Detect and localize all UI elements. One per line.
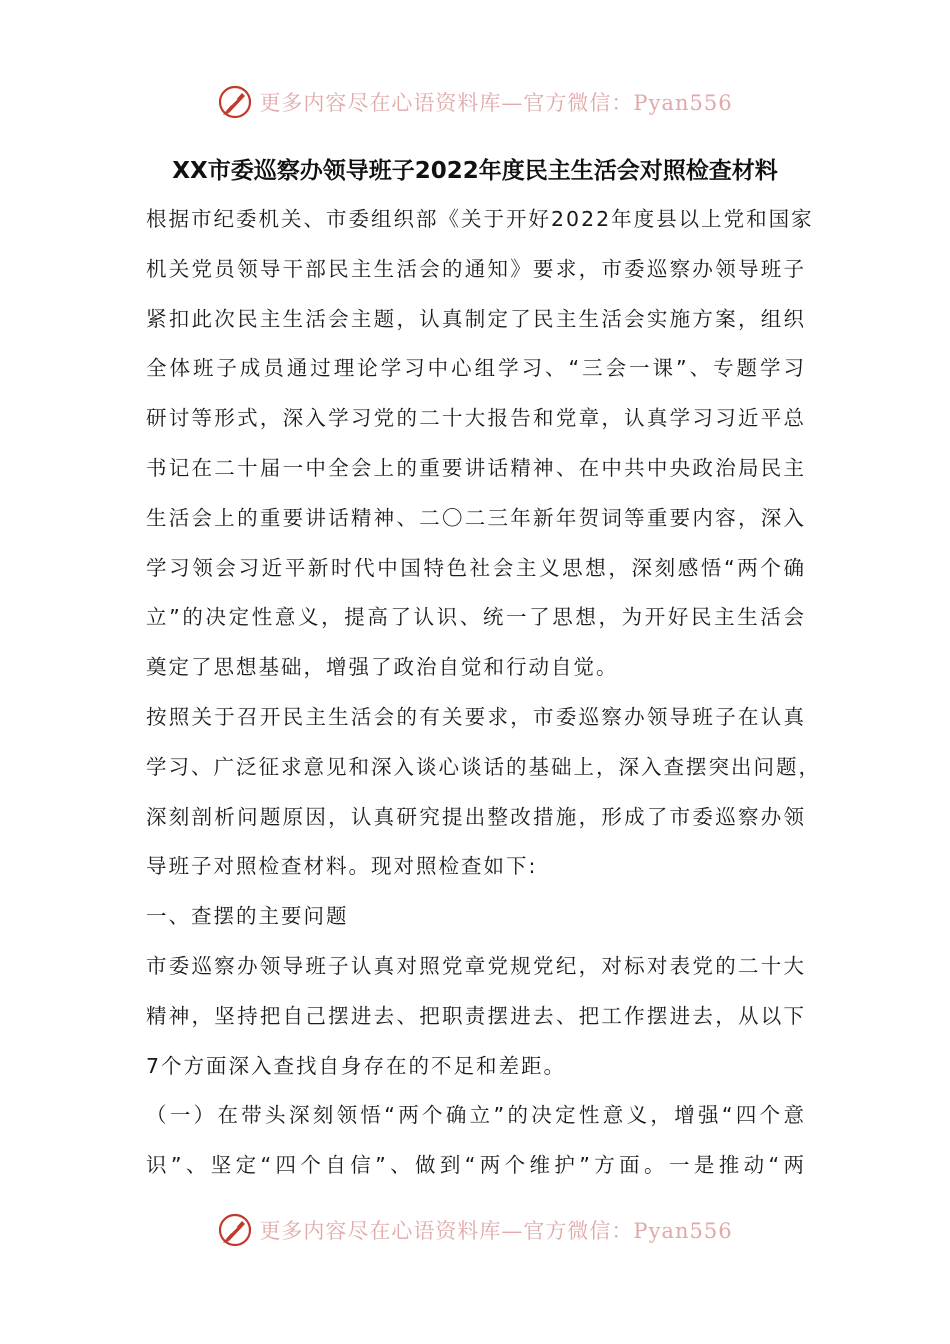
text-line: 深刻剖析问题原因，认真研究提出整改措施，形成了市委巡察办领 bbox=[146, 804, 806, 829]
text-line: 市委巡察办领导班子认真对照党章党规党纪，对标对表党的二十大 bbox=[146, 953, 806, 978]
text-line: 导班子对照检查材料。现对照检查如下: bbox=[146, 854, 538, 879]
header-watermark bbox=[0, 82, 950, 122]
text-line: 7个方面深入查找自身存在的不足和差距。 bbox=[146, 1053, 567, 1078]
text-line: 学习、广泛征求意见和深入谈心谈话的基础上，深入查摆突出问题， bbox=[146, 754, 821, 779]
quill-pen-icon bbox=[217, 1212, 253, 1248]
text-line: 紧扣此次民主生活会主题，认真制定了民主生活会实施方案，组织 bbox=[146, 306, 806, 331]
text-line: 按照关于召开民主生活会的有关要求，市委巡察办领导班子在认真 bbox=[146, 704, 806, 729]
section-heading: 一、查摆的主要问题 bbox=[146, 904, 349, 929]
text-line: 根据市纪委机关、市委组织部《关于开好2022年度县以上党和国家 bbox=[146, 207, 814, 231]
text-line: 识”、坚定“四个自信”、做到“两个维护”方面。一是推动“两 bbox=[146, 1153, 806, 1178]
document-body bbox=[146, 195, 821, 1191]
text-line: （一）在带头深刻领悟“两个确立”的决定性意义，增强“四个意 bbox=[146, 1103, 806, 1128]
text-line: 全体班子成员通过理论学习中心组学习、“三会一课”、专题学习 bbox=[146, 356, 806, 381]
text-line: 研讨等形式，深入学习党的二十大报告和党章，认真学习习近平总 bbox=[146, 406, 806, 431]
text-line: 书记在二十届一中全会上的重要讲话精神、在中共中央政治局民主 bbox=[146, 455, 806, 480]
text-line: 机关党员领导干部民主生活会的通知》要求，市委巡察办领导班子 bbox=[146, 256, 806, 281]
footer-watermark bbox=[0, 1210, 950, 1250]
text-line: 奠定了思想基础，增强了政治自觉和行动自觉。 bbox=[146, 655, 619, 680]
document-title: XX市委巡察办领导班子2022年度民主生活会对照检查材料 bbox=[172, 158, 778, 184]
quill-pen-icon bbox=[217, 84, 253, 120]
text-line: 精神，坚持把自己摆进去、把职责摆进去、把工作摆进去，从以下 bbox=[146, 1003, 806, 1028]
watermark-text: 更多内容尽在心语资料库—官方微信：Pyan556 bbox=[259, 1219, 733, 1243]
text-line: 生活会上的重要讲话精神、二〇二三年新年贺词等重要内容，深入 bbox=[146, 505, 806, 530]
text-line: 立”的决定性意义，提高了认识、统一了思想，为开好民主生活会 bbox=[146, 605, 806, 630]
watermark-text: 更多内容尽在心语资料库—官方微信：Pyan556 bbox=[259, 91, 733, 115]
text-line: 学习领会习近平新时代中国特色社会主义思想，深刻感悟“两个确 bbox=[146, 555, 806, 580]
